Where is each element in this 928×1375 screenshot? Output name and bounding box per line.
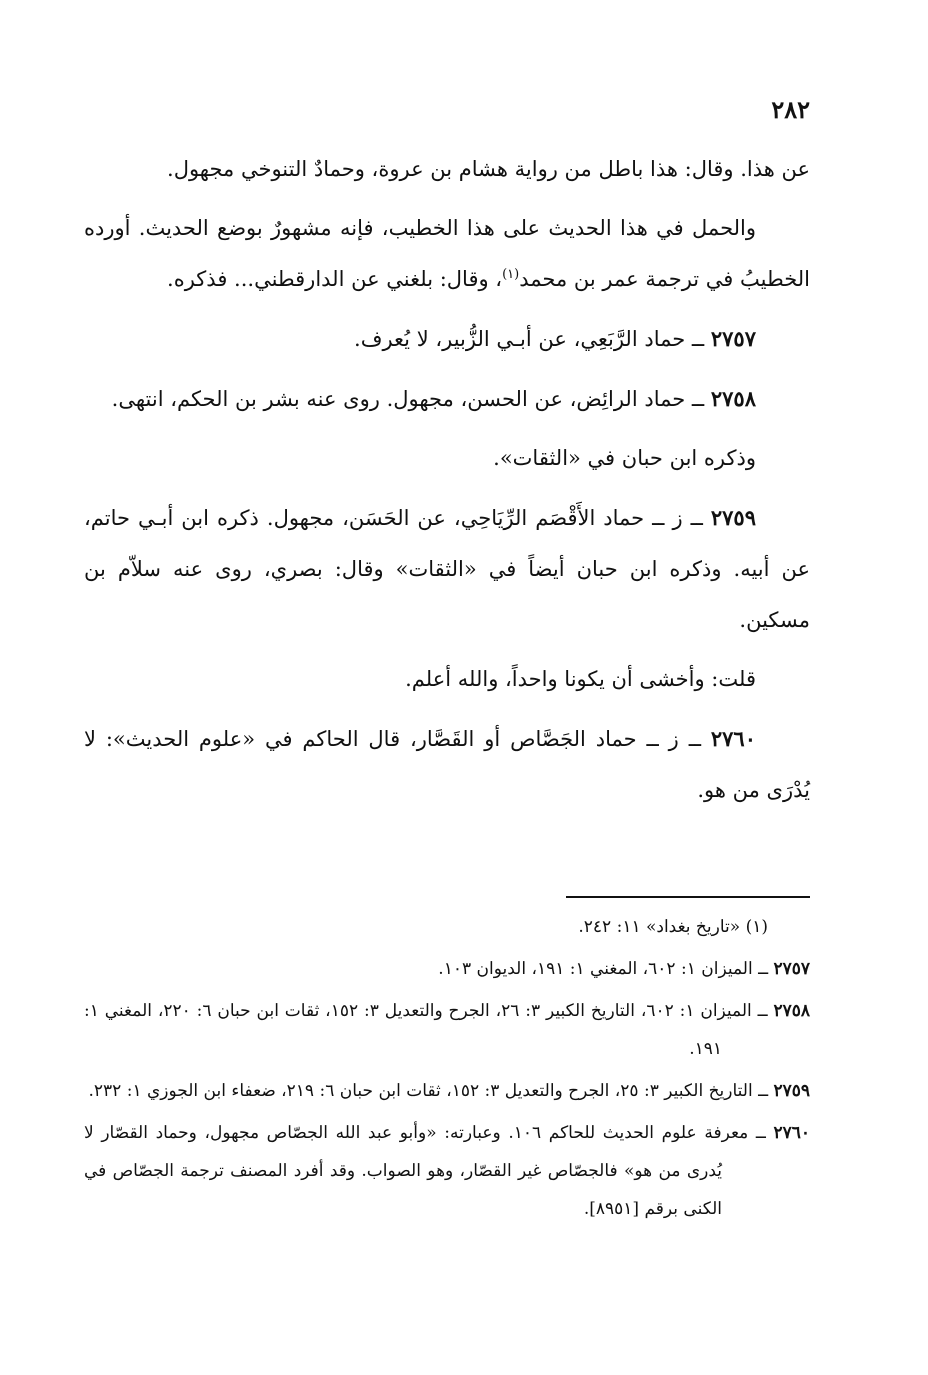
document-page (84, 0, 810, 1375)
footnote-2757 (84, 950, 810, 988)
entry-2758 (84, 373, 810, 425)
paragraph-text: والحمل في هذا الحديث على هذا الخطيب، فإنه مشهورٌ بوضع الحديث. أورده الخطيبُ في ترجمة عمر بن محمد (84, 216, 810, 291)
entry-2759 (84, 492, 810, 646)
footnote-number: ٢٧٥٩ (773, 1081, 810, 1101)
entry-number: ٢٧٥٩ (710, 505, 756, 530)
footnote-text: «تاريخ بغداد» ١١: ٢٤٢. (578, 917, 746, 937)
entry-2760 (84, 713, 810, 816)
paragraph-text: وذكره ابن حبان في «الثقات». (493, 446, 756, 470)
footnote-text: ــ الميزان ١: ٦٠٢، التاريخ الكبير ٣: ٢٦، الجرح والتعديل ٣: ١٥٢، ثقات ابن حبان ٦: ٢٢٠، المغني ١: ١٩١. (84, 1001, 774, 1059)
footnote-2758 (84, 992, 810, 1068)
footnote-number: (١) (745, 917, 768, 937)
footnote-text: ــ معرفة علوم الحديث للحاكم ١٠٦. وعبارته: «وأبو عبد الله الجصّاص مجهول، وحماد القصّار لا يُدرى من هو» فالجصّاص غير القصّار، وهو الصواب. وقد أفرد المصنف ترجمة الجصّاص في الكنى برقم [٨٩٥١]. (84, 1123, 774, 1219)
entry-number: ٢٧٥٨ (710, 386, 756, 411)
footnote-2760 (84, 1114, 810, 1228)
entry-text: ــ حماد الرائِض، عن الحسن، مجهول. روى عنه بشر بن الحكم، انتهى. (111, 387, 711, 411)
footnote-text: ــ التاريخ الكبير ٣: ٢٥، الجرح والتعديل ٣: ١٥٢، ثقات ابن حبان ٦: ٢١٩، ضعفاء ابن الجوزي ١: ٢٣٢. (88, 1081, 774, 1101)
footnotes (84, 908, 810, 1232)
paragraph-1 (84, 144, 810, 195)
footnote-text: ــ الميزان ١: ٦٠٢، المغني ١: ١٩١، الديوان ١٠٣. (438, 959, 774, 979)
footnote-marker: (١) (502, 267, 520, 282)
footnote-separator (566, 896, 810, 898)
entry-text: ــ حماد الرَّبَعِي، عن أبـي الزُّبير، لا يُعرف. (354, 327, 711, 351)
footnote-number: ٢٧٥٨ (773, 1001, 811, 1021)
entry-number: ٢٧٦٠ (710, 726, 756, 751)
entry-number: ٢٧٥٧ (710, 326, 756, 351)
entry-text: ــ ز ــ حماد الجَصَّاص أو القَصَّار، قال الحاكم في «علوم الحديث»: لا يُدْرَى من هو. (84, 727, 810, 802)
main-text (84, 144, 810, 824)
entry-2757 (84, 313, 810, 365)
footnote-number: ٢٧٦٠ (773, 1123, 811, 1143)
footnote-1 (84, 908, 810, 946)
paragraph-7 (84, 654, 810, 705)
paragraph-2 (84, 203, 810, 305)
paragraph-text: عن هذا. وقال: هذا باطل من رواية هشام بن عروة، وحمادٌ التنوخي مجهول. (167, 157, 810, 181)
entry-text: ــ ز ــ حماد الأَقْصَم الرِّيَاحِي، عن الحَسَن، مجهول. ذكره ابن أبـي حاتم، عن أبيه. وذكره ابن حبان أيضاً في «الثقات» وقال: بصري، روى عنه سلاّم بن مسكين. (84, 506, 810, 632)
paragraph-text: قلت: وأخشى أن يكونا واحداً، والله أعلم. (405, 667, 756, 691)
footnote-2759 (84, 1072, 810, 1110)
page-number: ٢٨٢ (771, 95, 810, 124)
footnote-number: ٢٧٥٧ (773, 959, 810, 979)
paragraph-5 (84, 433, 810, 484)
paragraph-text-continued: ، وقال: بلغني عن الدارقطني... فذكره. (167, 267, 503, 291)
